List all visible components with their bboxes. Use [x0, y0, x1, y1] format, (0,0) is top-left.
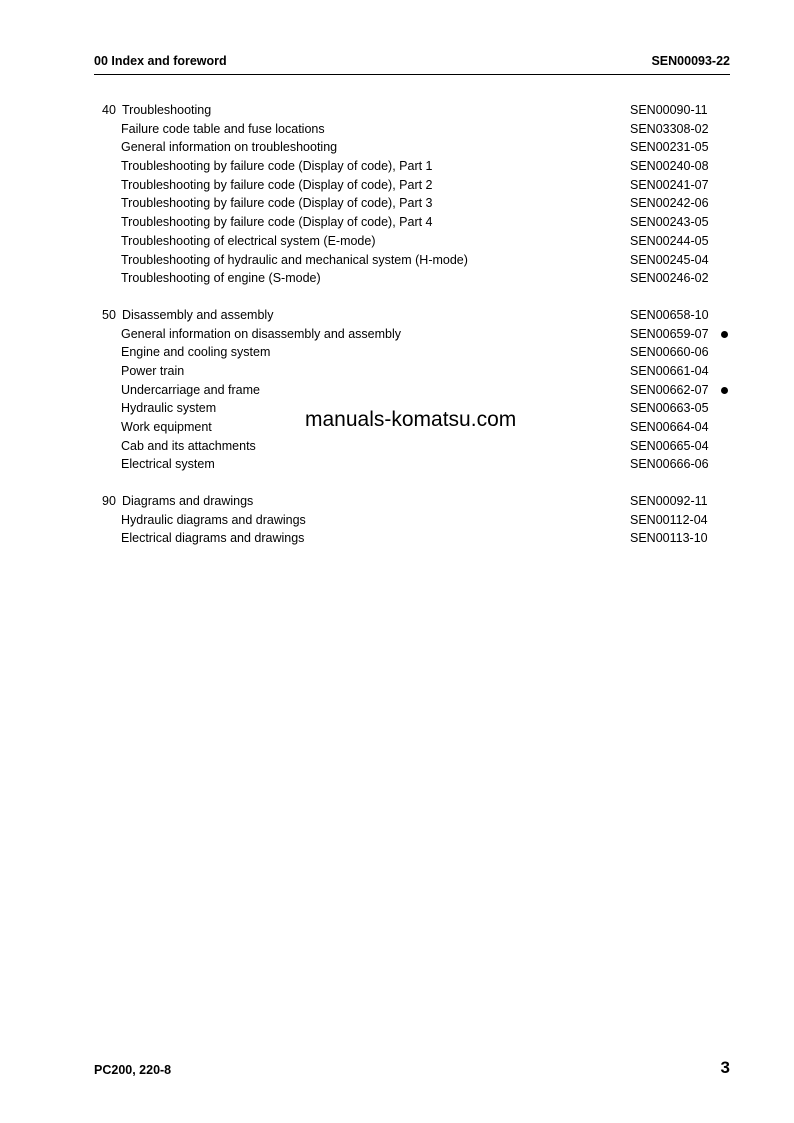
- entry-code: SEN00659-07: [630, 326, 709, 341]
- entry-code: SEN00112-04: [630, 512, 708, 527]
- toc-entry: [94, 232, 730, 251]
- section-code: SEN00090-11: [630, 103, 708, 117]
- entry-code: SEN00113-10: [630, 531, 708, 546]
- toc-entry: [94, 120, 730, 139]
- toc-entry: [94, 213, 730, 232]
- toc-section: [94, 492, 730, 548]
- entry-title: Troubleshooting by failure code (Display of code), Part 4: [121, 215, 433, 230]
- entry-title: Work equipment: [121, 420, 212, 434]
- toc-entry: [94, 176, 730, 195]
- toc-section-heading: [94, 306, 730, 325]
- entry-title: Undercarriage and frame: [121, 382, 260, 397]
- entry-title: Electrical system: [121, 457, 215, 472]
- toc-entry: [94, 251, 730, 270]
- section-title: Troubleshooting: [122, 103, 212, 117]
- revision-bullet-icon: [721, 331, 728, 338]
- entry-title: Troubleshooting of electrical system (E-mode): [121, 233, 376, 248]
- entry-code: SEN00665-04: [630, 438, 709, 453]
- entry-title: Troubleshooting of engine (S-mode): [121, 271, 321, 286]
- entry-code: SEN00660-06: [630, 345, 709, 360]
- toc-entry: [94, 269, 730, 288]
- entry-title: Troubleshooting of hydraulic and mechanical system (H-mode): [121, 252, 468, 267]
- entry-title: General information on troubleshooting: [121, 140, 338, 155]
- entry-code: SEN00245-04: [630, 252, 709, 267]
- entry-title: Troubleshooting by failure code (Display of code), Part 1: [121, 159, 433, 174]
- toc-entry: [94, 138, 730, 157]
- entry-title: Engine and cooling system: [121, 345, 271, 360]
- page-number: 3: [720, 1058, 730, 1077]
- entry-code: SEN03308-02: [630, 121, 709, 136]
- section-title: Disassembly and assembly: [122, 307, 274, 322]
- section-number: 50: [102, 307, 116, 322]
- entry-code: SEN00243-05: [630, 215, 709, 230]
- entry-code: SEN00661-04: [630, 363, 709, 378]
- entry-code: SEN00244-05: [630, 233, 709, 248]
- toc-section-heading: [94, 492, 730, 511]
- toc-entry: [94, 194, 730, 213]
- table-of-contents: [94, 101, 730, 566]
- entry-title: Cab and its attachments: [121, 438, 256, 453]
- header-divider: [94, 74, 730, 75]
- entry-code: SEN00242-06: [630, 196, 709, 211]
- section-code: SEN00658-10: [630, 307, 709, 322]
- entry-title: Troubleshooting by failure code (Display of code), Part 3: [121, 196, 433, 211]
- toc-entry: [94, 455, 730, 474]
- entry-title: Failure code table and fuse locations: [121, 121, 325, 136]
- entry-code: SEN00241-07: [630, 177, 709, 192]
- watermark-text: manuals-komatsu.com: [305, 408, 517, 431]
- entry-code: SEN00663-05: [630, 401, 709, 416]
- toc-entry: [94, 381, 730, 400]
- entry-code: SEN00666-06: [630, 457, 709, 472]
- section-code: SEN00092-11: [630, 494, 708, 509]
- section-number: 40: [102, 103, 116, 117]
- revision-bullet-icon: [721, 387, 728, 394]
- entry-code: SEN00240-08: [630, 159, 709, 174]
- toc-entry: [94, 437, 730, 456]
- entry-code: SEN00231-05: [630, 140, 709, 155]
- toc-entry: [94, 511, 730, 530]
- entry-title: Power train: [121, 363, 185, 378]
- toc-section-heading: [94, 101, 730, 120]
- entry-title: Hydraulic system: [121, 401, 217, 416]
- toc-entry: [94, 529, 730, 548]
- footer-model: PC200, 220-8: [94, 1063, 172, 1077]
- header-doc-code: SEN00093-22: [651, 54, 730, 68]
- toc-entry: [94, 362, 730, 381]
- entry-title: Electrical diagrams and drawings: [121, 531, 305, 546]
- entry-title: Troubleshooting by failure code (Display of code), Part 2: [121, 177, 433, 192]
- toc-section: [94, 306, 730, 474]
- toc-entry: [94, 325, 730, 344]
- header-section-title: 00 Index and foreword: [94, 54, 227, 68]
- entry-code: SEN00246-02: [630, 271, 709, 286]
- entry-code: SEN00662-07: [630, 382, 709, 397]
- toc-entry: [94, 343, 730, 362]
- page-header: [94, 52, 730, 72]
- entry-title: Hydraulic diagrams and drawings: [121, 512, 306, 527]
- section-title: Diagrams and drawings: [122, 494, 254, 509]
- section-number: 90: [102, 494, 116, 509]
- toc-entry: [94, 157, 730, 176]
- entry-code: SEN00664-04: [630, 420, 709, 434]
- toc-section: [94, 101, 730, 288]
- entry-title: General information on disassembly and assembly: [121, 326, 401, 341]
